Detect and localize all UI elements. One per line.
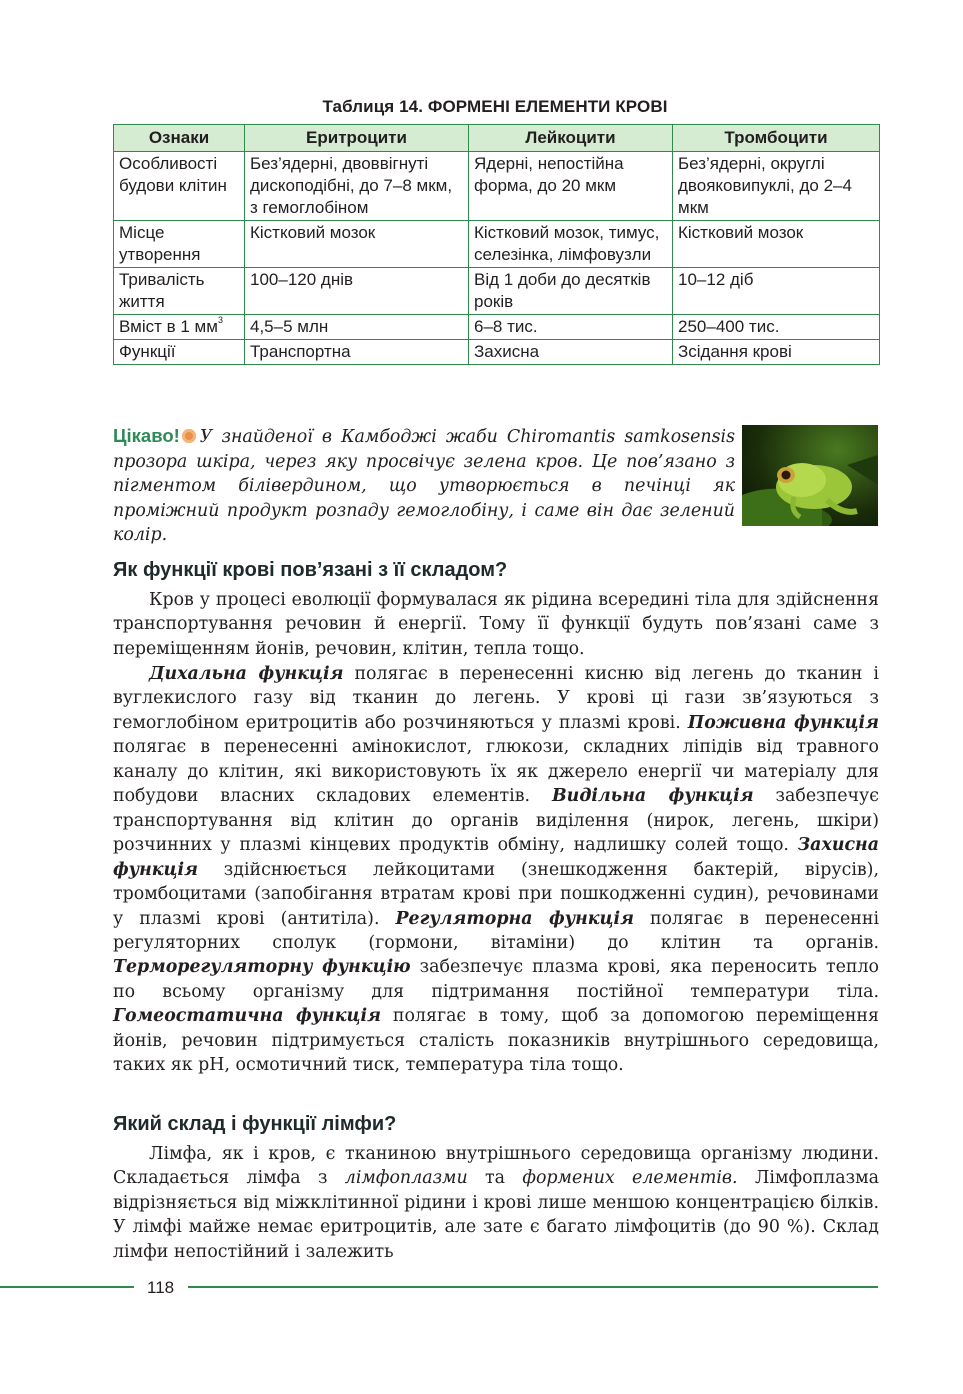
section-heading: Як функції крові пов’язані з її складом? <box>113 559 508 581</box>
table-cell: 6–8 тис. <box>469 315 673 340</box>
term-italic: лімфоплазми <box>344 1168 468 1189</box>
table-cell: Транспортна <box>245 340 469 365</box>
table-cell: Функції <box>114 340 245 365</box>
table-cell: 250–400 тис. <box>673 315 880 340</box>
paragraph <box>113 588 879 661</box>
table-cell: Ядерні, непостійна форма, до 20 мкм <box>469 152 673 221</box>
footer-rule <box>188 1286 878 1288</box>
function-term: Захисна функція <box>113 835 879 880</box>
text-run: полягає в тому, щоб за допомогою переміщення йонів, речовин підтримується сталість показників внутрішнього середовища, таких як pH, осмотичний тиск, температура тіла тощо. <box>113 1006 879 1076</box>
page-number: 118 <box>147 1278 175 1297</box>
paragraph-lymph <box>113 1142 879 1264</box>
table-header-row <box>114 125 880 152</box>
footer-rule <box>0 1286 134 1288</box>
table-row <box>114 268 880 315</box>
table-cell: Тривалість життя <box>114 268 245 315</box>
frog-photo <box>742 425 878 526</box>
table-cell: Без’ядерні, двоввігнуті дископодібні, до 7–8 мкм, з гемоглобіном <box>245 152 469 221</box>
text-run: полягає в перенесенні амінокислот, глюкози, складних ліпідів від травного каналу до клітин, які використовують їх як джерело енергії чи матеріалу для побудови власних складових елементів. <box>113 737 879 807</box>
interesting-text: У знайденої в Камбоджі жаби Chiromantis samkosensis прозора шкіра, через яку просвічує зелена кров. Це пов’язано з пігментом білівердином, що утворюється в печінці як проміжний продукт розпаду гемоглобіну, і саме він дає зелений колір. <box>113 427 735 546</box>
text-run: здійснюється лейкоцитами (знешкодження бактерій, вірусів), тромбоцитами (запобігання втратам крові при пошкодженні судин), речовинами у плазмі крові (антитіла). <box>113 859 879 929</box>
interesting-fact <box>113 424 735 548</box>
table-cell <box>114 315 245 340</box>
table-row <box>114 340 880 365</box>
text-run: полягає в перенесенні кисню від легень до тканин і вуглекислого газу від тканин до легень. У крові ці гази зв’язуються з гемоглобіном еритроцитів або розчиняються у плазмі крові. <box>113 664 879 733</box>
blood-cells-table <box>113 124 880 365</box>
interesting-label: Цікаво! <box>113 425 180 446</box>
table-cell: Кістковий мозок <box>673 221 880 268</box>
function-term: Поживна функція <box>687 712 879 733</box>
table-title: Таблиця 14. ФОРМЕНІ ЕЛЕМЕНТИ КРОВІ <box>322 97 668 116</box>
text-run: забезпечує транспортування від клітин до органів виділення (нирок, легень, шкіри) розчинних у плазмі кінцевих продуктів обміну, надлишку солей тощо. <box>113 786 879 856</box>
flower-icon <box>182 429 196 443</box>
text-run: Лімфа, як і кров, є тканиною внутрішнього середовища організму людини. Складається лімфа з <box>113 1144 879 1189</box>
table-header-cell: Лейкоцити <box>469 125 673 152</box>
table-row <box>114 152 880 221</box>
text-run: Лімфоплазма відрізняється від міжклітинної рідини і крові лише меншою концентрацією білків. У лімфі майже немає еритроцитів, але зате є багато лімфоцитів (до 90 %). Склад лімфи непостійний і залежить <box>113 1168 879 1262</box>
table-row <box>114 315 880 340</box>
table-cell: 4,5–5 млн <box>245 315 469 340</box>
table-cell-text: Вміст в 1 мм <box>119 317 218 336</box>
paragraph-text: Кров у процесі еволюції формувалася як рідина всередині тіла для здійснення транспортування речовин й енергії. Тому її функції будуть пов’язані саме з переміщенням йонів, речовин, клітин, тепла тощо. <box>113 590 879 659</box>
table-header-cell: Ознаки <box>114 125 245 152</box>
table-header-cell: Еритроцити <box>245 125 469 152</box>
table-cell: Від 1 доби до десятків років <box>469 268 673 315</box>
table-row <box>114 221 880 268</box>
function-term: Регуляторна функція <box>395 908 634 929</box>
table-cell: Кістковий мозок <box>245 221 469 268</box>
table-cell: 100–120 днів <box>245 268 469 315</box>
section-heading: Який склад і функції лімфи? <box>113 1113 397 1135</box>
table-cell: 10–12 діб <box>673 268 880 315</box>
table-cell: Особливості будови клітин <box>114 152 245 221</box>
term-italic: формених елементів. <box>522 1168 738 1189</box>
table-cell: Зсідання крові <box>673 340 880 365</box>
text-run: та <box>467 1168 523 1189</box>
function-term: Видільна функція <box>551 786 754 807</box>
function-term: Дихальна функція <box>149 664 344 684</box>
function-term: Терморегуляторну функцію <box>113 957 411 978</box>
frog-illustration <box>742 425 878 526</box>
table-cell: Місце утворення <box>114 221 245 268</box>
table-header-cell: Тромбоцити <box>673 125 880 152</box>
table-cell: Без’ядерні, округлі двояковипуклі, до 2–4 мкм <box>673 152 880 221</box>
table-cell: Захисна <box>469 340 673 365</box>
superscript: 3 <box>217 315 223 325</box>
text-run: забезпечує плазма крові, яка переносить тепло по всьому організму для підтримання постійної температури тіла. <box>113 957 879 1002</box>
paragraph-functions <box>113 662 879 1078</box>
text-run: полягає в перенесенні регуляторних сполук (гормони, вітаміни) до клітин та органів. <box>113 908 880 953</box>
table-cell: Кістковий мозок, тимус, селезінка, лімфовузли <box>469 221 673 268</box>
function-term: Гомеостатична функція <box>113 1006 381 1027</box>
